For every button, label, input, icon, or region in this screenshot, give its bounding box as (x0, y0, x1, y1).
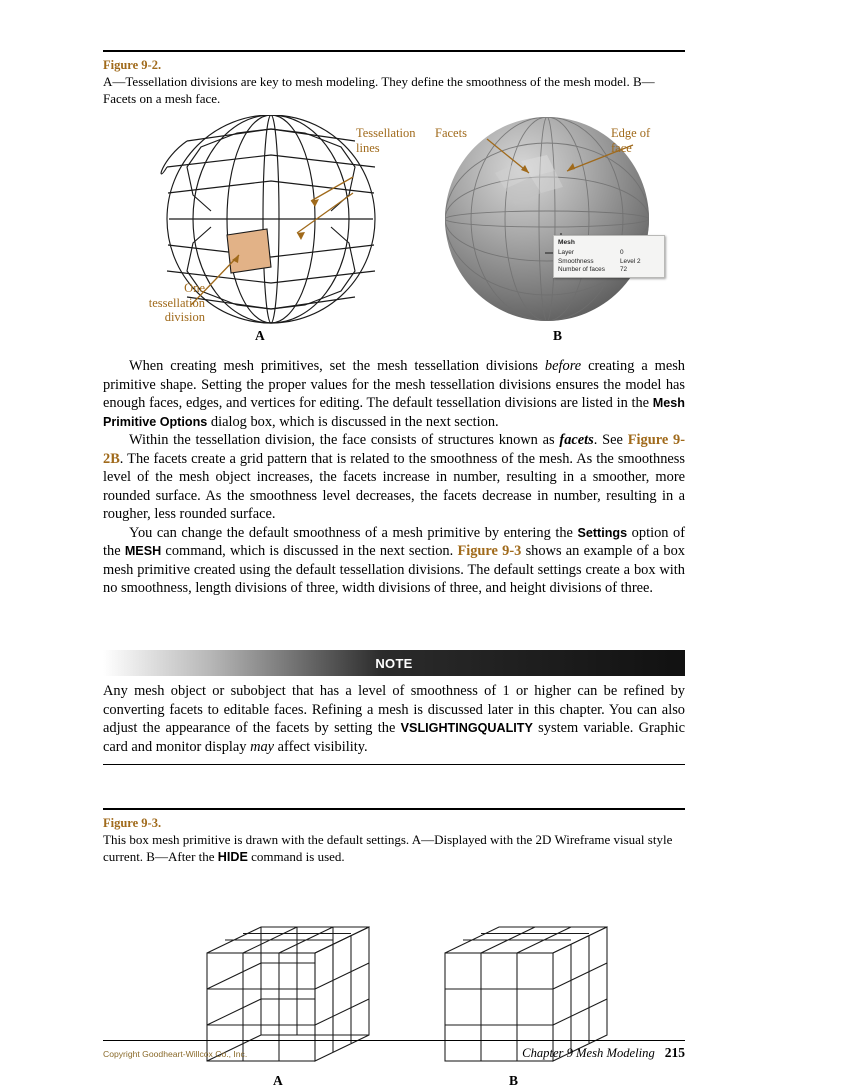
mesh-tooltip-row (558, 266, 660, 273)
callout-tessellation-lines: Tessellation lines (356, 126, 416, 155)
figure-9-2-part-a-letter: A (255, 328, 265, 344)
figure-9-2-caption-text: A—Tessellation divisions are key to mesh modeling. They define the smoothness of the mesh model. B—Facets on a mesh face. (103, 74, 655, 106)
figure-reference-9-2b: Figure 9-2B (103, 432, 685, 467)
callout-edge-of-face: Edge of face (611, 126, 651, 155)
figure-9-3-caption (103, 814, 685, 865)
note-box (103, 650, 685, 765)
note-bottom-rule (103, 764, 685, 765)
callout-facets: Facets (435, 126, 467, 141)
footer-rule (103, 1040, 685, 1041)
mesh-tooltip-value: 72 (620, 266, 628, 274)
figure-9-2-part-b-letter: B (553, 328, 563, 344)
note-body-text: Any mesh object or subobject that has a level of smoothness of 1 or higher can be refined by converting facets to editable faces. Refining a mesh is discussed later in this chapter. You can also adjust the appearance of the facets by setting the VSLIGHTINGQUALITY system variable. Graphic card and monitor display may affect visibility. (103, 683, 685, 755)
paragraph-2: Within the tessellation division, the face consists of structures known as facets. See Figure 9-2B. The facets create a grid pattern that is related to the smoothness of the mesh. As the smoothness level of the mesh object increases, the facets increase in number, resulting in a smoother, more rounded surface. As the smoothness level decreases, the facets decrease in number, resulting in a rougher, less rounded surface. (103, 432, 685, 522)
figure-reference-9-3: Figure 9-3 (457, 543, 522, 559)
mesh-tooltip-key: Number of faces (558, 266, 605, 274)
figure-9-2-caption (103, 56, 685, 107)
figure-9-3-top-rule (103, 808, 685, 810)
page-number: 215 (664, 1045, 685, 1060)
figure-9-2-label: Figure 9-2. (103, 58, 162, 72)
mesh-tooltip-key: Smoothness (558, 257, 594, 265)
highlighted-tessellation-division (227, 229, 271, 273)
mesh-tooltip-key: Layer (558, 249, 574, 257)
mesh-properties-tooltip (553, 235, 665, 278)
figure-9-3-part-b-letter: B (509, 1073, 519, 1087)
callout-one-tessellation-division: One tessellation division (148, 281, 205, 324)
mesh-tooltip-value: Level 2 (620, 257, 641, 265)
figure-9-2-artwork (103, 113, 685, 345)
mesh-tooltip-row (558, 258, 660, 265)
note-heading: NOTE (103, 650, 685, 676)
figure-9-2 (103, 50, 685, 345)
copyright-notice: Copyright Goodheart-Willcox Co., Inc. (103, 1049, 248, 1059)
paragraph-3: You can change the default smoothness of a mesh primitive by entering the Settings option of the MESH command, which is discussed in the next section. Figure 9-3 shows an example of a box mesh primitive created using the default tessellation divisions. The default settings create a box with no smoothness, length divisions of three, width divisions of three, and height divisions of three. (103, 524, 685, 596)
body-text-block (103, 357, 685, 598)
figure-9-3-caption-text: This box mesh primitive is drawn with the default settings. A—Displayed with the 2D Wireframe visual style current. B—After the HIDE command is used. (103, 832, 673, 864)
chapter-title: Chapter 9 Mesh Modeling (522, 1046, 655, 1060)
mesh-tooltip-row (558, 249, 660, 256)
page-footer (103, 1040, 685, 1061)
figure-9-2-top-rule (103, 50, 685, 52)
mesh-tooltip-value: 0 (620, 249, 624, 257)
figure-9-3-part-a-letter: A (273, 1073, 283, 1087)
figure-9-3-label: Figure 9-3. (103, 816, 162, 830)
mesh-tooltip-title: Mesh (558, 239, 575, 247)
paragraph-1: When creating mesh primitives, set the mesh tessellation divisions before creating a mesh primitive shape. Setting the proper values for the mesh tessellation divisions ensures the model has enough faces, edges, and vertices for editing. The default tessellation divisions are listed in the Mesh Primitive Options dialog box, which is discussed in the next section. (103, 358, 685, 430)
